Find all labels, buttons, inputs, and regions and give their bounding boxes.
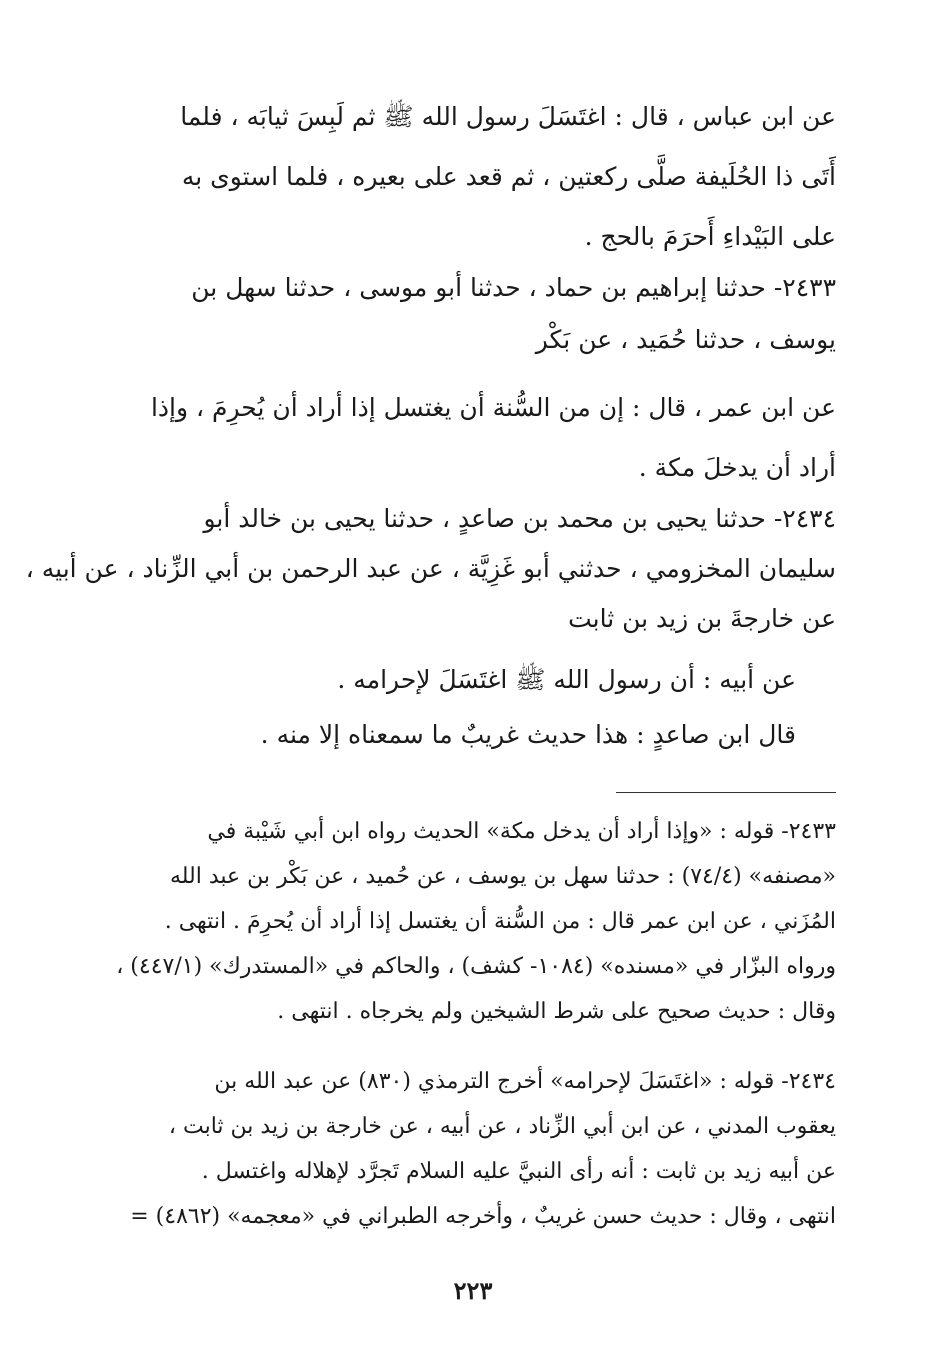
hadith-2434-matn [110, 650, 796, 710]
footnote-2434 [110, 1059, 836, 1239]
hadith-2434-isnad [25, 494, 836, 644]
note-line: ٢٤٣٣- قوله : «وإذا أراد أن يدخل مكة» الحديث رواه ابن أبي شَيْبة في [207, 819, 836, 844]
text-line: سليمان المخزومي ، حدثني أبو غَزِيَّة ، عن عبد الرحمن بن أبي الزِّناد ، عن أبيه ، [25, 554, 836, 583]
text-line: أَتَى ذا الحُلَيفة صلَّى ركعتين ، ثم قعد على بعيره ، فلما استوى به [181, 162, 836, 191]
note-line: يعقوب المدني ، عن ابن أبي الزِّناد ، عن أبيه ، عن خارجة بن زيد بن ثابت ، [168, 1114, 836, 1139]
footnote-2433 [110, 809, 836, 1034]
text-line: ٢٤٣٤- حدثنا يحيى بن محمد بن صاعدٍ ، حدثنا يحيى بن خالد أبو [203, 504, 836, 533]
text-line: على البَيْداءِ أَحرَمَ بالحج . [584, 222, 836, 251]
text-line: أراد أن يدخلَ مكة . [638, 453, 836, 482]
text-line: عن خارجةَ بن زيد بن ثابت [568, 604, 836, 633]
text-line: ٢٤٣٣- حدثنا إبراهيم بن حماد ، حدثنا أبو موسى ، حدثنا سهل بن [191, 273, 836, 302]
page-number: ٢٢٣ [453, 1276, 493, 1305]
text-line: عن ابن عباس ، قال : اغتَسَلَ رسول الله ﷺ ثم لَبِسَ ثيابَه ، فلما [180, 102, 836, 131]
note-line: ورواه البزّار في «مسنده» (١٠٨٤- كشف) ، والحاكم في «المستدرك» (٤٤٧/١) ، [116, 954, 836, 979]
text-line: عن ابن عمر ، قال : إن من السُّنة أن يغتسل إذا أراد أن يُحرِمَ ، وإذا [150, 393, 836, 422]
text-line: قال ابن صاعدٍ : هذا حديث غريبٌ ما سمعناه إلا منه . [260, 720, 796, 749]
note-line: «مصنفه» (٧٤/٤) : حدثنا سهل بن يوسف ، عن حُميد ، عن بَكْر بن عبد الله [169, 864, 836, 889]
text-line: عن أبيه : أن رسول الله ﷺ اغتَسَلَ لإحرامه . [337, 665, 796, 694]
note-line: ٢٤٣٤- قوله : «اغتَسَلَ لإحرامه» أخرج الترمذي (٨٣٠) عن عبد الله بن [214, 1069, 836, 1094]
note-line: المُزَني ، عن ابن عمر قال : من السُّنة أن يغتسل إذا أراد أن يُحرِمَ . انتهى . [164, 909, 836, 934]
text-line: يوسف ، حدثنا حُمَيد ، عن بَكْر [535, 325, 836, 354]
hadith-2433-matn [110, 378, 836, 498]
note-line: وقال : حديث صحيح على شرط الشيخين ولم يخرجاه . انتهى . [277, 999, 836, 1024]
footnote-divider [616, 792, 836, 793]
note-line: عن أبيه زيد بن ثابت : أنه رأى النبيَّ عليه السلام تَجرَّد لإهلاله واغتسل . [201, 1159, 836, 1184]
hadith-text-continuation [110, 87, 836, 267]
ibn-said-comment [110, 710, 796, 760]
hadith-2433-isnad [110, 262, 836, 366]
note-line: انتهى ، وقال : حديث حسن غريبٌ ، وأخرجه الطبراني في «معجمه» (٤٨٦٢) = [130, 1204, 836, 1229]
